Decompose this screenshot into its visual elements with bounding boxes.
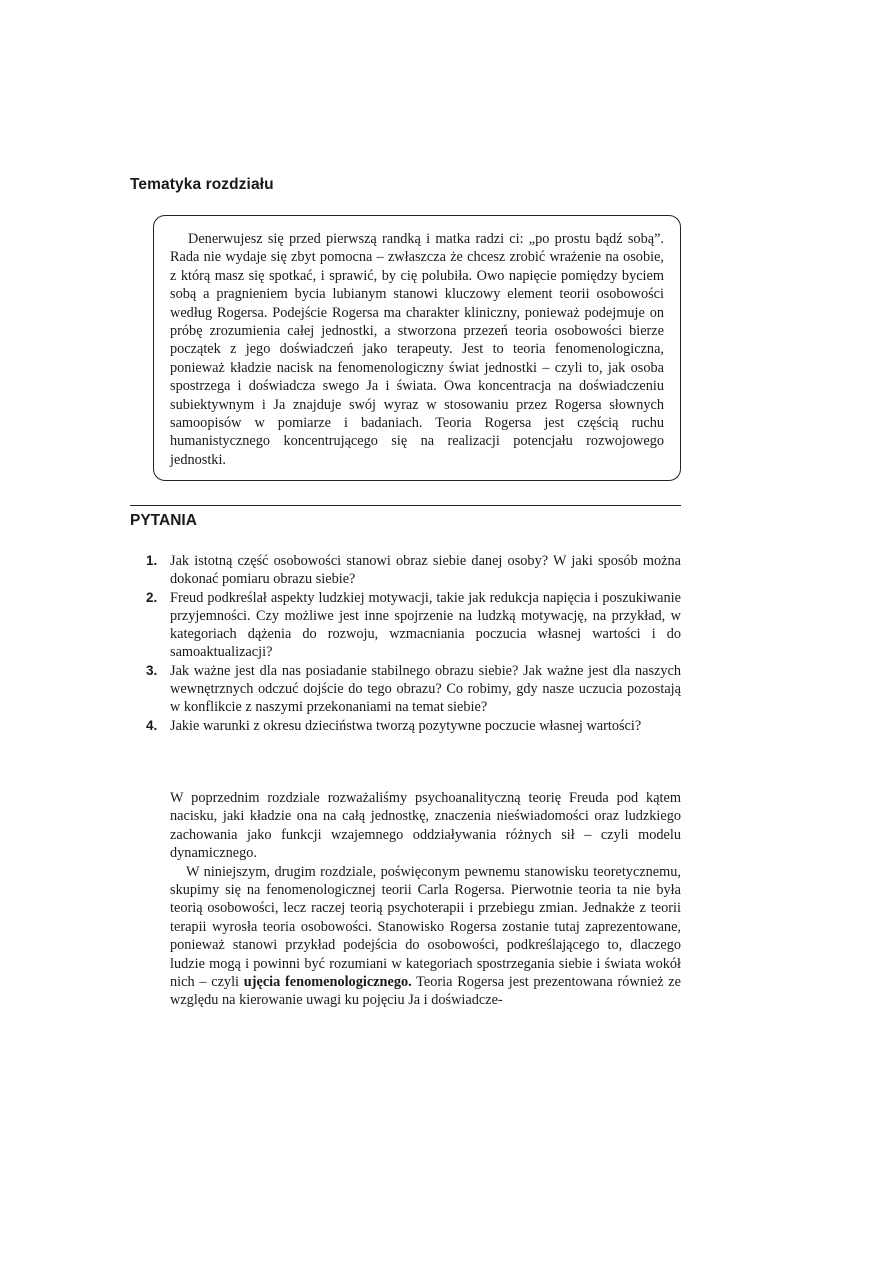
body-paragraph-2-lead: W niniejszym, drugim rozdziale, poświęconym pewnemu stanowisku teoretycznemu, skupimy się na fenomenologicznej teorii Carla Rogersa. Pierwotnie teoria ta nie była teorią osobowości, lecz raczej teorią psychoterapii i przebiegu zmian. Jednakże z teorii terapii wyrosła teoria osobowości. Stanowisko Rogersa zostanie tutaj zaprezentowane, ponieważ stanowi przykład podejścia do osobowości, podkreślającego to, dlaczego ludzie mogą i powinni być rozumiani w kategoriach spostrzegania siebie i świata wokół nich – czyli bbox=[170, 863, 681, 991]
key-term-phenomenological: ujęcia fenomenologicznego. bbox=[243, 974, 412, 991]
questions-heading: PYTANIA bbox=[130, 512, 197, 529]
question-item bbox=[146, 589, 681, 662]
section-divider bbox=[130, 505, 681, 506]
questions-list bbox=[146, 552, 681, 735]
question-number: 4. bbox=[146, 717, 158, 733]
question-item bbox=[146, 717, 681, 735]
question-text: Jakie warunki z okresu dzieciństwa tworzą pozytywne poczucie własnej wartości? bbox=[170, 717, 642, 734]
question-text: Jak ważne jest dla nas posiadanie stabilnego obrazu siebie? Jak ważne jest dla naszych wewnętrznych odczuć dojście do tego obrazu? Co robimy, gdy nasze uczucia pozostają w konflikcie z naszymi przekonaniami na temat siebie? bbox=[170, 662, 681, 716]
question-number: 3. bbox=[146, 662, 158, 678]
question-item bbox=[146, 552, 681, 589]
chapter-topic-box bbox=[153, 215, 681, 481]
question-text: Freud podkreślał aspekty ludzkiej motywacji, takie jak redukcja napięcia i poszukiwanie przyjemności. Czy możliwe jest inne spojrzenie na ludzką motywację, na przykład, w kategoriach dążenia do rozwoju, wzmacniania poczucia własnej wartości i do samoaktualizacji? bbox=[170, 589, 681, 661]
question-text: Jak istotną część osobowości stanowi obraz siebie danej osoby? W jaki sposób można dokonać pomiaru obrazu siebie? bbox=[170, 553, 681, 588]
body-text bbox=[170, 789, 681, 1010]
body-paragraph-1: W poprzednim rozdziale rozważaliśmy psychoanalityczną teorię Freuda pod kątem nacisku, jaki kładzie ona na całą jednostkę, znaczenia nieświadomości oraz ludzkiego zachowania jako funkcji wzajemnego oddziaływania różnych sił – czyli modelu dynamicznego. bbox=[170, 790, 681, 862]
chapter-topic-text: Denerwujesz się przed pierwszą randką i matka radzi ci: „po prostu bądź sobą”. Rada nie wydaje się zbyt pomocna – zwłaszcza że chcesz zrobić wrażenie na osobie, z którą masz się spotkać, i sprawić, by cię polubiła. Owo napięcie pomiędzy byciem sobą a pragnieniem bycia lubianym stanowi kluczowy element teorii osobowości według Rogersa. Podejście Rogersa ma charakter kliniczny, ponieważ podejmuje on próbę zrozumienia całej jednostki, a stworzona przezeń teoria osobowości bierze początek z jego doświadczeń jako terapeuty. Jest to teoria fenomenologiczna, ponieważ kładzie nacisk na fenomenologiczny świat jednostki – czyli to, jak osoba spostrzega i doświadcza swego Ja i świata. Owa koncentracja na doświadczeniu subiektywnym i Ja znajduje swój wyraz w stosowaniu przez Rogersa słownych samoopisów w pomiarze i badaniach. Teoria Rogersa jest częścią ruchu humanistycznego koncentrującego się na realizacji potencjału rozwojowego jednostki. bbox=[170, 231, 664, 468]
question-item bbox=[146, 662, 681, 717]
body-paragraph-2-tail: Teoria Rogersa jest prezentowana również ze względu na kierowanie uwagi ku pojęciu Ja i doświadcze- bbox=[170, 974, 681, 1009]
question-number: 1. bbox=[146, 553, 158, 568]
chapter-topic-heading: Tematyka rozdziału bbox=[130, 176, 274, 193]
question-number: 2. bbox=[146, 589, 158, 605]
body-paragraph-2 bbox=[170, 863, 681, 1010]
